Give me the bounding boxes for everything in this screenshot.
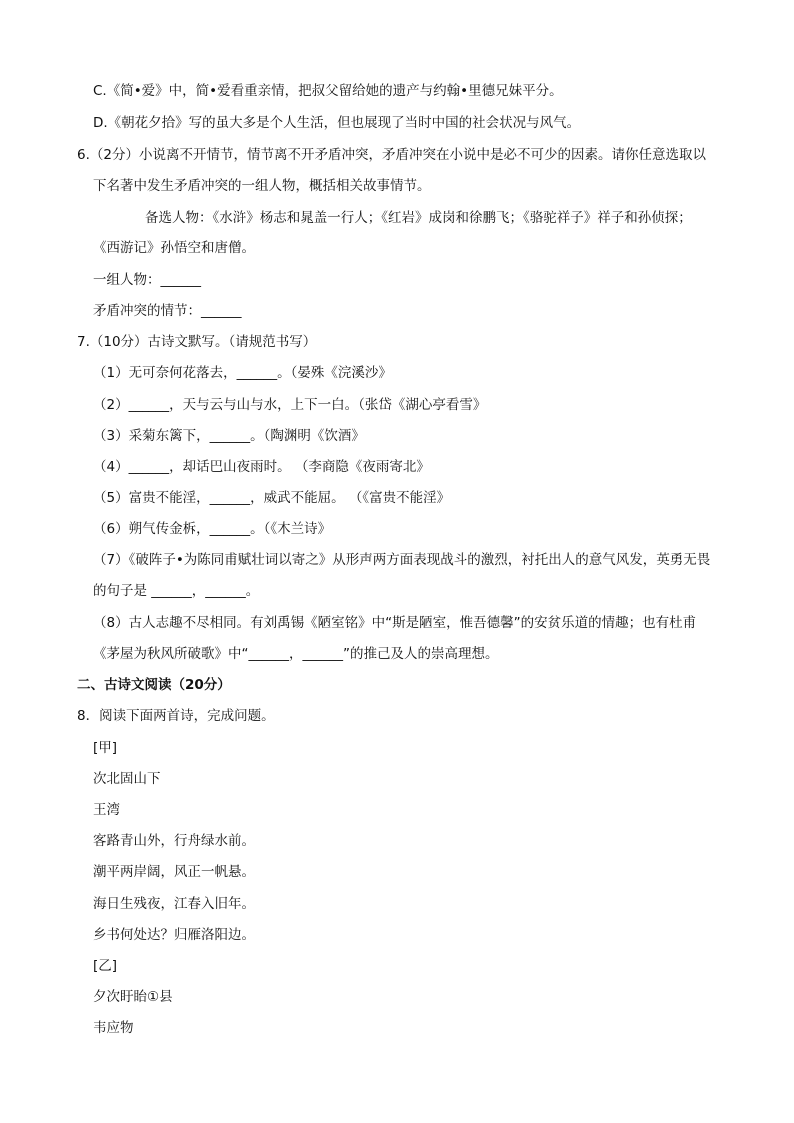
poem-a-line-1: 客路青山外，行舟绿水前。 <box>93 833 255 849</box>
question-7-item-3: （3）采菊东篱下，______。（陶渊明《饮酒》 <box>93 428 365 444</box>
option-c: C.《简•爱》中，简•爱看重亲情，把叔父留给她的遗产与约翰•里德兄妹平分。 <box>93 83 563 99</box>
question-7-item-7-line-1: （7）《破阵子•为陈同甫赋壮词以寄之》从形声两方面表现战斗的激烈，衬托出人的意气风发，英勇无畏 <box>93 552 711 568</box>
question-6-candidates-line-2: 《西游记》孙悟空和唐僧。 <box>93 240 255 256</box>
poem-b-label: [乙] <box>93 958 118 974</box>
poem-a-line-2: 潮平两岸阔，风正一帆悬。 <box>93 864 255 880</box>
poem-a-title: 次北固山下 <box>93 771 161 787</box>
poem-a-label: [甲] <box>93 740 118 756</box>
question-7-item-4: （4）______，却话巴山夜雨时。 （李商隐《夜雨寄北》 <box>93 459 430 475</box>
question-6-plot-field: 矛盾冲突的情节：______ <box>93 303 242 319</box>
question-7-title: 7.（10分）古诗文默写。（请规范书写） <box>77 334 317 350</box>
question-7-item-6: （6）朔气传金柝，______。（《木兰诗》 <box>93 521 332 537</box>
question-7-item-7-line-2: 的句子是 ______，______。 <box>93 583 260 599</box>
question-7-item-2: （2）______，天与云与山与水，上下一白。（张岱《湖心亭看雪》 <box>93 397 487 413</box>
poem-a-line-4: 乡书何处达？归雁洛阳边。 <box>93 927 255 943</box>
question-6-line-2: 下名著中发生矛盾冲突的一组人物，概括相关故事情节。 <box>93 178 431 194</box>
question-7-item-5: （5）富贵不能淫，______，威武不能屈。 （《富贵不能淫》 <box>93 490 451 506</box>
question-7-item-1: （1）无可奈何花落去，______。（晏殊《浣溪沙》 <box>93 365 392 381</box>
question-8-title: 8．阅读下面两首诗，完成问题。 <box>77 708 275 724</box>
question-7-item-8-line-2: 《茅屋为秋风所破歌》中“______，______”的推己及人的崇高理想。 <box>93 646 499 662</box>
poem-a-author: 王湾 <box>93 802 120 818</box>
option-d: D.《朝花夕拾》写的虽大多是个人生活，但也展现了当时中国的社会状况与风气。 <box>93 115 581 131</box>
poem-a-line-3: 海日生残夜，江春入旧年。 <box>93 896 255 912</box>
section-2-title: 二、古诗文阅读（20分） <box>77 677 231 693</box>
poem-b-title: 夕次盱眙①县 <box>93 989 173 1005</box>
question-7-item-8-line-1: （8）古人志趣不尽相同。有刘禹锡《陋室铭》中“斯是陋室，惟吾德馨”的安贫乐道的情趣；也有杜甫 <box>93 615 697 631</box>
poem-b-author: 韦应物 <box>93 1020 134 1036</box>
question-6-group-field: 一组人物：______ <box>93 272 201 288</box>
question-6-line-1: 6.（2分）小说离不开情节，情节离不开矛盾冲突，矛盾冲突在小说中是必不可少的因素。请你任意选取以 <box>77 147 706 163</box>
question-6-candidates-line-1: 备选人物：《水浒》杨志和晁盖一行人；《红岩》成岗和徐鹏飞；《骆驼祥子》祥子和孙侦探； <box>145 210 692 226</box>
